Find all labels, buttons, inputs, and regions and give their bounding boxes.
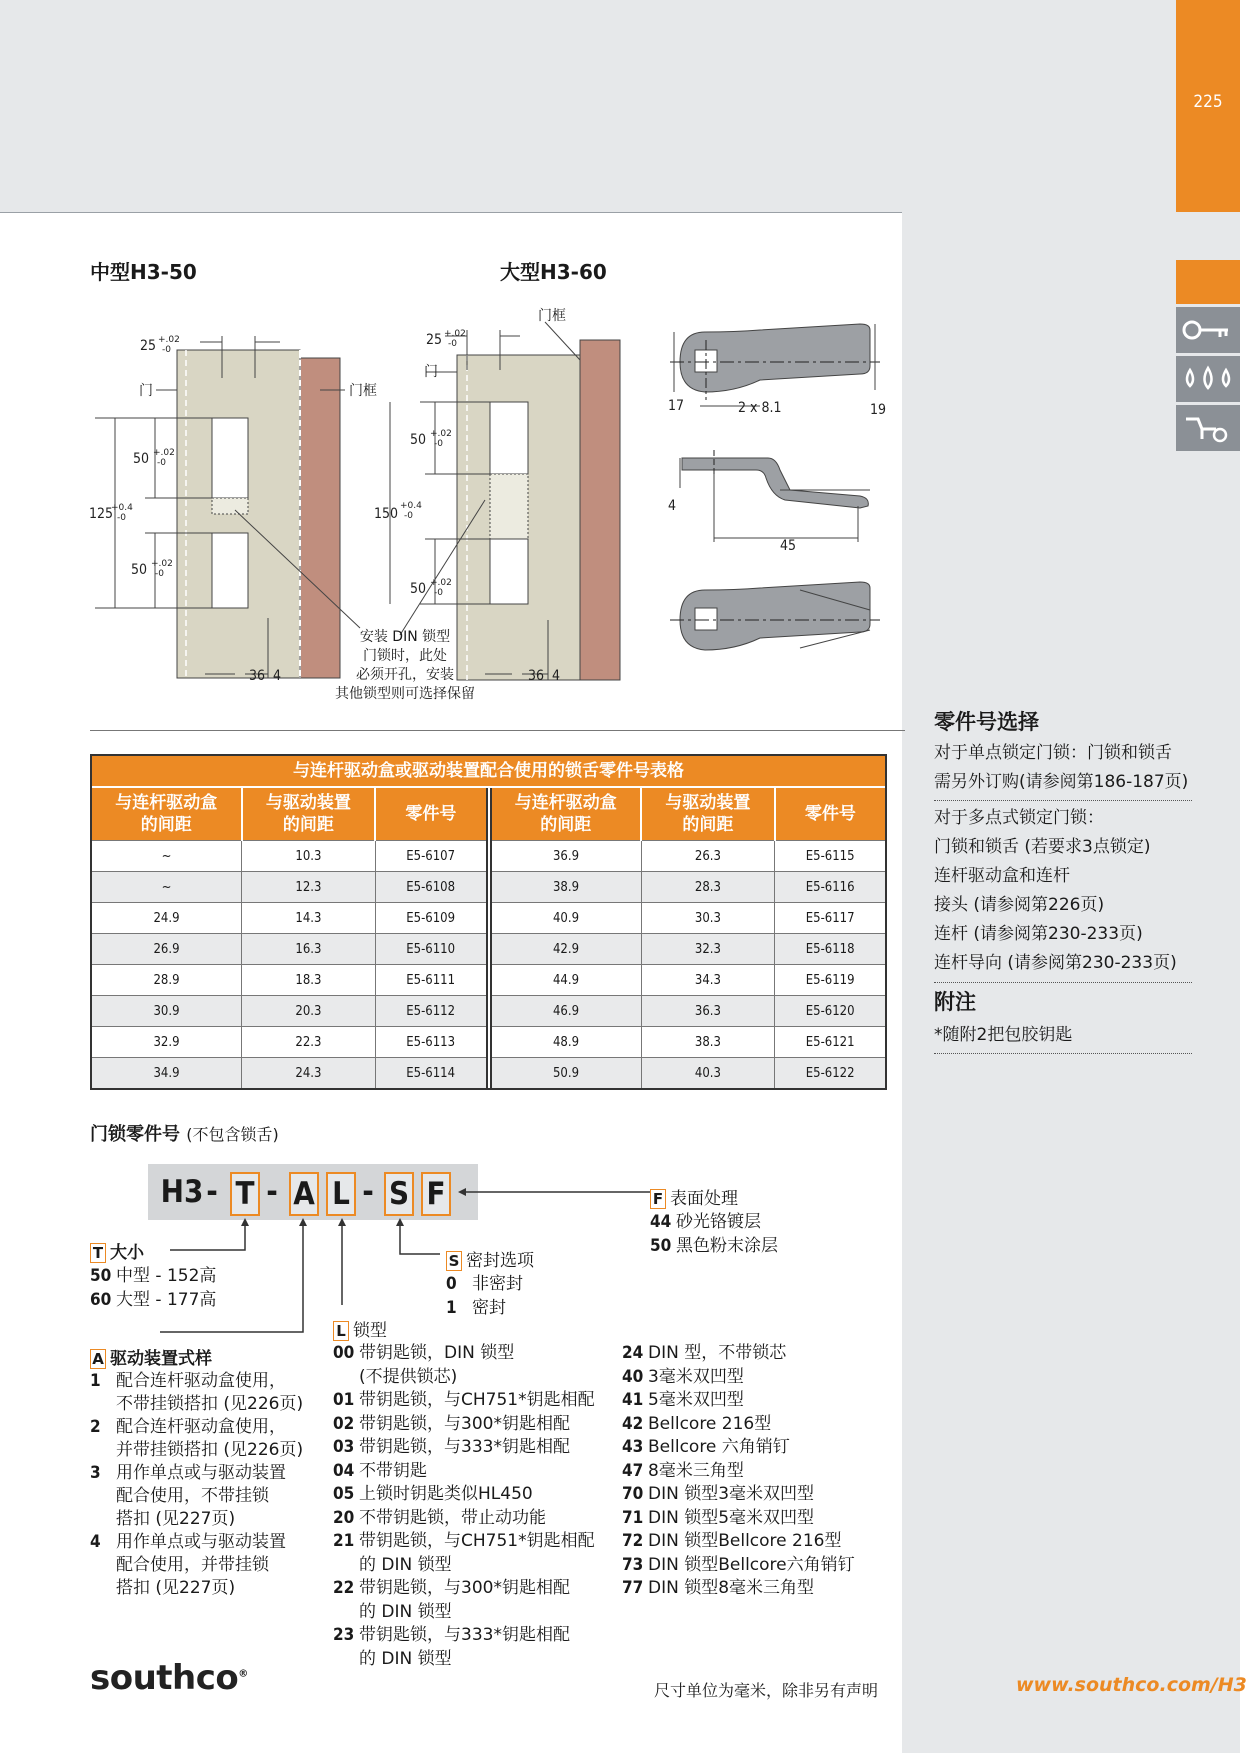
- table-cell: 18.3: [242, 965, 376, 996]
- table-cell: E5-6107: [375, 841, 485, 872]
- svg-text:-0: -0: [157, 458, 166, 468]
- table-cell: E5-6108: [375, 872, 485, 903]
- option-item: [650, 1234, 778, 1258]
- svg-text:50: 50: [133, 451, 150, 467]
- din-note-line: 必须开孔，安装: [356, 667, 454, 683]
- col-header: 与驱动装置 的间距: [641, 788, 775, 841]
- option-code: 2: [90, 1417, 101, 1437]
- table-row: [92, 841, 486, 872]
- svg-text:-0: -0: [434, 588, 443, 598]
- option-code: 04: [333, 1460, 355, 1481]
- option-code: 50: [90, 1266, 112, 1286]
- category-tabs: [1176, 260, 1240, 450]
- option-text: 带钥匙锁，DIN 锁型 (不提供锁芯): [359, 1343, 515, 1387]
- option-text: 带钥匙锁，与333*钥匙相配 的 DIN 锁型: [359, 1625, 570, 1669]
- lock-options-b: [622, 1342, 855, 1601]
- svg-text:4: 4: [552, 668, 561, 684]
- svg-text:门框: 门框: [538, 308, 566, 324]
- dotted-separator: [934, 1053, 1192, 1054]
- medium-drawing-title: 中型H3-50: [90, 260, 197, 284]
- option-code: 02: [333, 1413, 355, 1434]
- option-item: [650, 1210, 778, 1234]
- table-cell: 24.3: [242, 1058, 376, 1089]
- table-cell: E5-6122: [775, 1058, 885, 1089]
- table-right-half: [486, 788, 886, 1088]
- table-cell: E5-6116: [775, 872, 885, 903]
- option-code: 43: [622, 1437, 644, 1457]
- option-code: 0: [446, 1274, 457, 1294]
- svg-text:150: 150: [374, 506, 399, 522]
- option-item: [622, 1530, 855, 1554]
- table-cell: ~: [92, 841, 242, 872]
- seal-option-title: S 密封选项: [446, 1246, 534, 1271]
- option-item: [446, 1296, 523, 1320]
- col-header: 零件号: [775, 788, 885, 841]
- table-cell: 34.3: [641, 965, 775, 996]
- col-header: 与连杆驱动盒 的间距: [492, 788, 642, 841]
- option-item: [622, 1413, 855, 1437]
- option-item: [622, 1436, 855, 1460]
- svg-text:19: 19: [870, 402, 887, 418]
- table-cell: 36.9: [492, 841, 642, 872]
- option-code: 3: [90, 1463, 101, 1483]
- part-number-title: 门锁零件号 (不包含锁舌): [90, 1124, 279, 1145]
- table-cell: E5-6118: [775, 934, 885, 965]
- table-row: [492, 841, 886, 872]
- col-header: 与连杆驱动盒 的间距: [92, 788, 242, 841]
- sidebar-text: 对于单点锁定门锁：门锁和锁舌: [934, 743, 1172, 763]
- option-item: [622, 1342, 855, 1366]
- option-code: 1: [446, 1298, 457, 1318]
- svg-text:4: 4: [668, 498, 677, 514]
- table-row: [92, 934, 486, 965]
- sidebar-text: 对于多点式锁定门锁：: [934, 808, 1104, 828]
- table-cell: 22.3: [242, 1027, 376, 1058]
- option-code: 03: [333, 1437, 355, 1457]
- table-row: [492, 903, 886, 934]
- din-note-line: 其他锁型则可选择保留: [335, 686, 475, 702]
- active-category-tab: [1176, 260, 1240, 304]
- svg-text:门: 门: [424, 364, 438, 380]
- svg-text:36: 36: [528, 668, 545, 684]
- option-item: [446, 1272, 523, 1296]
- svg-text:50: 50: [131, 562, 148, 578]
- table-cell: E5-6121: [775, 1027, 885, 1058]
- table-cell: 40.3: [641, 1058, 775, 1089]
- svg-text:+.02: +.02: [158, 335, 180, 345]
- option-code: 05: [333, 1484, 355, 1504]
- size-options: [90, 1264, 216, 1312]
- finish-option-title: F 表面处理: [650, 1184, 738, 1209]
- option-item: [622, 1577, 855, 1601]
- option-text: DIN 锁型Bellcore 216型: [648, 1531, 842, 1551]
- table-row: [492, 934, 886, 965]
- option-code: 73: [622, 1554, 644, 1575]
- svg-text:-0: -0: [404, 511, 413, 521]
- option-code: 44: [650, 1212, 672, 1232]
- svg-text:门: 门: [139, 383, 153, 399]
- option-text: DIN 锁型8毫米三角型: [648, 1578, 815, 1598]
- option-code: 21: [333, 1531, 355, 1551]
- table-cell: 14.3: [242, 903, 376, 934]
- option-item: [333, 1413, 595, 1437]
- option-text: DIN 锁型3毫米双凹型: [648, 1484, 815, 1504]
- pn-dash: -: [266, 1174, 278, 1210]
- option-text: 8毫米三角型: [648, 1460, 744, 1481]
- option-item: [90, 1370, 303, 1416]
- table-cell: 28.9: [92, 965, 242, 996]
- table-cell: 44.9: [492, 965, 642, 996]
- option-item: [90, 1288, 216, 1312]
- table-cell: 26.9: [92, 934, 242, 965]
- drive-options: [90, 1370, 303, 1600]
- svg-text:50: 50: [410, 432, 427, 448]
- pn-dash: -: [206, 1174, 218, 1210]
- table-cell: 32.9: [92, 1027, 242, 1058]
- lock-option-title: L 锁型: [333, 1316, 387, 1341]
- table-cell: E5-6109: [375, 903, 485, 934]
- option-text: 用作单点或与驱动装置 配合使用，并带挂锁 搭扣 (见227页): [116, 1532, 286, 1598]
- table-cell: E5-6111: [375, 965, 485, 996]
- option-code: 47: [622, 1460, 644, 1481]
- option-code: 70: [622, 1484, 644, 1504]
- dotted-separator: [934, 982, 1192, 983]
- option-item: [622, 1554, 855, 1578]
- table-cell: E5-6115: [775, 841, 885, 872]
- pn-drive-slot: A: [289, 1172, 319, 1216]
- option-text: 配合连杆驱动盒使用， 不带挂锁搭扣 (见226页): [116, 1371, 304, 1414]
- drive-option-title: A 驱动装置式样: [90, 1344, 212, 1369]
- pn-prefix: H3: [160, 1174, 204, 1210]
- sidebar-text: 连杆驱动盒和连杆: [934, 866, 1070, 886]
- option-text: 带钥匙锁，与333*钥匙相配: [359, 1437, 570, 1457]
- table-row: [92, 903, 486, 934]
- table-cell: E5-6117: [775, 903, 885, 934]
- part-selection-title: 零件号选择: [934, 710, 1039, 734]
- option-text: 带钥匙锁，与CH751*钥匙相配 的 DIN 锁型: [359, 1531, 595, 1575]
- website-link[interactable]: www.southco.com/H3: [1016, 1674, 1247, 1696]
- note-text: *随附2把包胶钥匙: [934, 1025, 1073, 1045]
- option-code: 20: [333, 1507, 355, 1528]
- table-row: [492, 1058, 886, 1089]
- table-cell: 34.9: [92, 1058, 242, 1089]
- option-item: [333, 1483, 595, 1507]
- pn-seal-slot: S: [384, 1172, 414, 1216]
- din-note-line: 门锁时，此处: [363, 648, 447, 664]
- sidebar-text: 连杆 (请参阅第230-233页): [934, 924, 1143, 944]
- option-item: [622, 1483, 855, 1507]
- cam-drawings: [660, 310, 905, 670]
- option-code: 22: [333, 1578, 355, 1598]
- table-cell: 16.3: [242, 934, 376, 965]
- option-text: 配合连杆驱动盒使用， 并带挂锁搭扣 (见226页): [116, 1417, 304, 1460]
- option-item: [622, 1389, 855, 1413]
- option-item: [333, 1624, 595, 1671]
- pn-lock-slot: L: [326, 1172, 356, 1216]
- option-text: DIN 锁型Bellcore六角销钉: [648, 1554, 855, 1575]
- table-row: [92, 996, 486, 1027]
- table-cell: E5-6113: [375, 1027, 485, 1058]
- table-row: [492, 965, 886, 996]
- svg-text:门框: 门框: [349, 383, 377, 399]
- option-text: 带钥匙锁，与CH751*钥匙相配: [359, 1390, 595, 1410]
- cam-bottom-view: [670, 582, 880, 650]
- size-option-title: T 大小: [90, 1238, 144, 1263]
- option-text: 大型 - 177高: [116, 1290, 217, 1310]
- option-item: [333, 1436, 595, 1460]
- option-text: 中型 - 152高: [116, 1266, 217, 1286]
- option-text: 带钥匙锁，与300*钥匙相配 的 DIN 锁型: [359, 1578, 570, 1622]
- note-title: 附注: [934, 990, 976, 1014]
- table-left-half: [92, 788, 486, 1088]
- option-code: 4: [90, 1532, 101, 1552]
- option-text: Bellcore 六角销钉: [648, 1437, 790, 1457]
- option-code: 40: [622, 1366, 644, 1387]
- svg-text:4: 4: [273, 668, 282, 684]
- table-cell: 30.9: [92, 996, 242, 1027]
- option-code: 23: [333, 1625, 355, 1645]
- col-header: 与驱动装置 的间距: [242, 788, 376, 841]
- table-row: [92, 965, 486, 996]
- table-row: [492, 996, 886, 1027]
- option-item: [622, 1460, 855, 1484]
- wing-knob-icon: [1176, 405, 1240, 451]
- option-code: 72: [622, 1531, 644, 1551]
- svg-text:-0: -0: [434, 439, 443, 449]
- svg-text:36: 36: [249, 668, 266, 684]
- din-note: [320, 628, 490, 704]
- table-row: [492, 1027, 886, 1058]
- option-code: 1: [90, 1371, 101, 1391]
- option-text: 非密封: [472, 1274, 523, 1294]
- svg-text:+.02: +.02: [430, 429, 452, 439]
- option-code: 60: [90, 1290, 112, 1310]
- option-text: Bellcore 216型: [648, 1413, 772, 1434]
- table-cell: E5-6114: [375, 1058, 485, 1089]
- option-code: 77: [622, 1578, 644, 1598]
- option-item: [90, 1416, 303, 1462]
- option-item: [333, 1460, 595, 1484]
- option-item: [333, 1530, 595, 1577]
- table-row: [92, 872, 486, 903]
- southco-logo: southco®: [90, 1658, 248, 1698]
- units-footnote: 尺寸单位为毫米，除非另有声明: [654, 1681, 879, 1700]
- sidebar-text: 门锁和锁舌 (若要求3点锁定): [934, 837, 1151, 857]
- large-drawing-title: 大型H3-60: [500, 260, 607, 284]
- table-row: [92, 1027, 486, 1058]
- table-cell: 28.3: [641, 872, 775, 903]
- svg-text:-0: -0: [117, 513, 126, 523]
- seal-options: [446, 1272, 523, 1320]
- table-cell: E5-6110: [375, 934, 485, 965]
- din-note-line: 安装 DIN 锁型: [359, 629, 451, 645]
- table-row: [492, 872, 886, 903]
- table-cell: 24.9: [92, 903, 242, 934]
- drops-icon: [1176, 356, 1240, 402]
- svg-text:-0: -0: [162, 345, 171, 355]
- svg-text:-0: -0: [448, 339, 457, 349]
- option-text: 砂光铬镀层: [676, 1212, 761, 1232]
- svg-text:+.02: +.02: [430, 578, 452, 588]
- svg-text:45: 45: [780, 538, 797, 554]
- table-cell: 38.9: [492, 872, 642, 903]
- cam-top-view: [668, 324, 886, 418]
- option-code: 41: [622, 1390, 644, 1410]
- option-text: DIN 锁型5毫米双凹型: [648, 1507, 815, 1528]
- svg-text:50: 50: [410, 581, 427, 597]
- sidebar-text: 需另外订购(请参阅第186-187页): [934, 772, 1189, 792]
- col-header: 零件号: [375, 788, 485, 841]
- option-code: 24: [622, 1343, 644, 1363]
- option-text: DIN 型，不带锁芯: [648, 1343, 787, 1363]
- option-code: 50: [650, 1236, 672, 1256]
- svg-text:-0: -0: [155, 569, 164, 579]
- option-text: 带钥匙锁，与300*钥匙相配: [359, 1413, 570, 1434]
- table-cell: 12.3: [242, 872, 376, 903]
- table-cell: 38.3: [641, 1027, 775, 1058]
- option-code: 00: [333, 1343, 355, 1363]
- option-text: 不带钥匙: [359, 1460, 427, 1481]
- key-icon: [1176, 307, 1240, 353]
- table-title: 与连杆驱动盒或驱动装置配合使用的锁舌零件号表格: [92, 756, 885, 788]
- table-cell: 50.9: [492, 1058, 642, 1089]
- sidebar-text: 连杆导向 (请参阅第230-233页): [934, 953, 1177, 973]
- option-item: [333, 1389, 595, 1413]
- option-text: 黑色粉末涂层: [676, 1236, 778, 1256]
- svg-text:+.02: +.02: [444, 329, 466, 339]
- table-row: [92, 1058, 486, 1089]
- header-band: [0, 0, 1240, 213]
- pn-dash: -: [362, 1174, 374, 1210]
- svg-text:+.02: +.02: [151, 559, 173, 569]
- option-code: 01: [333, 1390, 355, 1410]
- bolt-part-table: [90, 754, 887, 1090]
- table-cell: 40.9: [492, 903, 642, 934]
- option-item: [333, 1342, 595, 1389]
- option-text: 3毫米双凹型: [648, 1366, 744, 1387]
- option-text: 用作单点或与驱动装置 配合使用，不带挂锁 搭扣 (见227页): [116, 1463, 286, 1529]
- option-item: [90, 1462, 303, 1531]
- table-cell: 46.9: [492, 996, 642, 1027]
- svg-text:+0.4: +0.4: [111, 503, 133, 513]
- pn-finish-slot: F: [421, 1172, 451, 1216]
- option-text: 上锁时钥匙类似HL450: [359, 1484, 533, 1504]
- table-cell: 32.3: [641, 934, 775, 965]
- svg-text:25: 25: [140, 338, 157, 354]
- option-item: [333, 1577, 595, 1624]
- table-cell: 48.9: [492, 1027, 642, 1058]
- table-cell: E5-6120: [775, 996, 885, 1027]
- option-item: [622, 1507, 855, 1531]
- option-code: 42: [622, 1413, 644, 1434]
- lock-options-a: [333, 1342, 595, 1671]
- svg-text:2 x 8.1: 2 x 8.1: [738, 400, 782, 416]
- table-cell: 20.3: [242, 996, 376, 1027]
- option-item: [90, 1264, 216, 1288]
- dotted-separator: [934, 800, 1192, 801]
- svg-text:17: 17: [668, 398, 685, 414]
- table-cell: 36.3: [641, 996, 775, 1027]
- svg-text:25: 25: [426, 332, 443, 348]
- option-item: [333, 1507, 595, 1531]
- option-item: [90, 1531, 303, 1600]
- table-cell: E5-6119: [775, 965, 885, 996]
- svg-text:+0.4: +0.4: [400, 501, 422, 511]
- table-cell: E5-6112: [375, 996, 485, 1027]
- table-cell: 10.3: [242, 841, 376, 872]
- sidebar-text: 接头 (请参阅第226页): [934, 895, 1105, 915]
- svg-text:+.02: +.02: [153, 448, 175, 458]
- table-cell: 30.3: [641, 903, 775, 934]
- table-cell: 42.9: [492, 934, 642, 965]
- option-text: 密封: [472, 1298, 506, 1318]
- page-number: 225: [1193, 92, 1223, 112]
- svg-text:125: 125: [89, 506, 114, 522]
- finish-options: [650, 1210, 778, 1258]
- option-text: 不带钥匙锁，带止动功能: [359, 1507, 546, 1528]
- option-code: 71: [622, 1507, 644, 1528]
- option-item: [622, 1366, 855, 1390]
- cam-side-view: [668, 450, 870, 554]
- option-text: 5毫米双凹型: [648, 1390, 744, 1410]
- table-cell: 26.3: [641, 841, 775, 872]
- pn-size-slot: T: [230, 1172, 260, 1216]
- table-cell: ~: [92, 872, 242, 903]
- section-divider: [90, 730, 905, 731]
